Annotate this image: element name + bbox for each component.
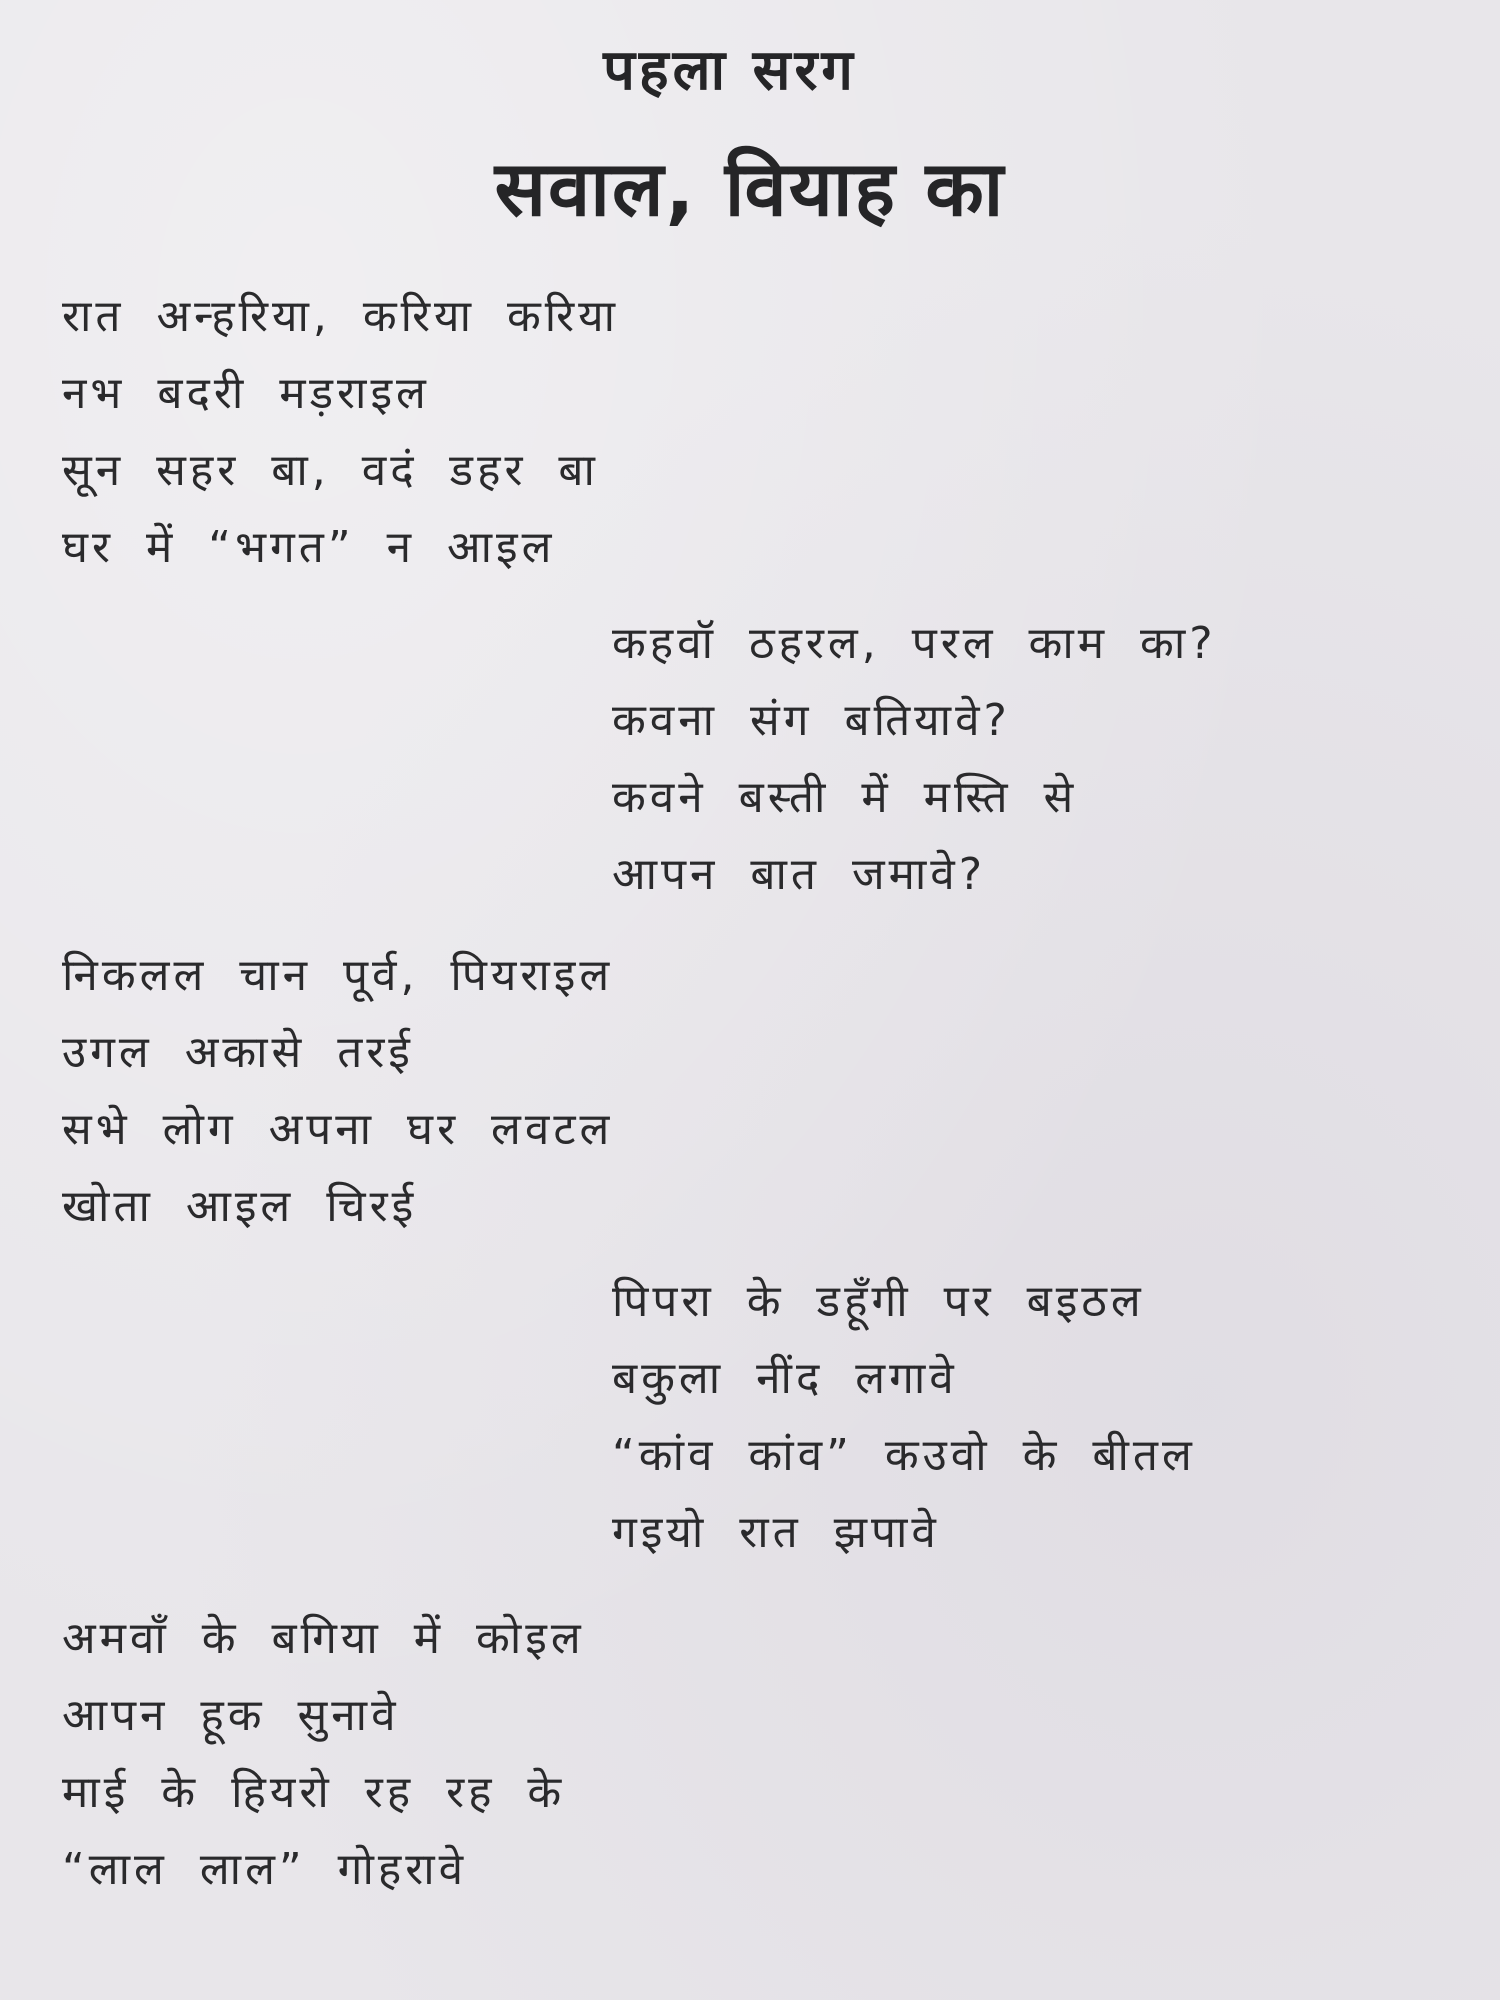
stanza-3 [62,937,613,1245]
verse-line: सून सहर बा, वदं डहर बा [62,445,599,496]
verse-line: कवने बस्ती में मस्ति से [612,772,1078,823]
stanza-2 [612,605,1217,913]
verse-line: “कांव कांव” कउवो के बीतल [612,1430,1196,1481]
verse-line: कहवॉ ठहरल, परल काम का? [612,618,1217,669]
stanza-4 [612,1263,1196,1571]
verse-line: पिपरा के डहूँगी पर बइठल [612,1276,1145,1327]
chapter-heading: पहला सरग [603,38,857,103]
verse-line: कवना संग बतियावे? [612,695,1011,746]
verse-line: अमवाँ के बगिया में कोइल [62,1613,585,1664]
verse-line: निकलल चान पूर्व, पियराइल [62,950,614,1001]
verse-line: गइयो रात झपावे [612,1507,940,1558]
verse-line: उगल अकासे तरई [62,1027,414,1078]
verse-line: खोता आइल चिरई [62,1181,418,1232]
verse-line: आपन बात जमावे? [612,849,987,900]
poem-title: सवाल, वियाह का [494,144,1006,233]
verse-line: आपन हूक सुनावे [62,1690,400,1741]
stanza-5 [62,1600,585,1908]
verse-line: बकुला नींद लगावे [612,1353,958,1404]
verse-line: घर में “भगत” न आइल [62,522,556,573]
verse-line: “लाल लाल” गोहरावे [62,1844,468,1895]
verse-line: माई के हियरो रह रह के [62,1767,566,1818]
stanza-1 [62,278,619,586]
verse-line: नभ बदरी मड़राइल [62,368,430,419]
verse-line: सभे लोग अपना घर लवटल [62,1104,614,1155]
verse-line: रात अन्हरिया, करिया करिया [62,291,620,342]
